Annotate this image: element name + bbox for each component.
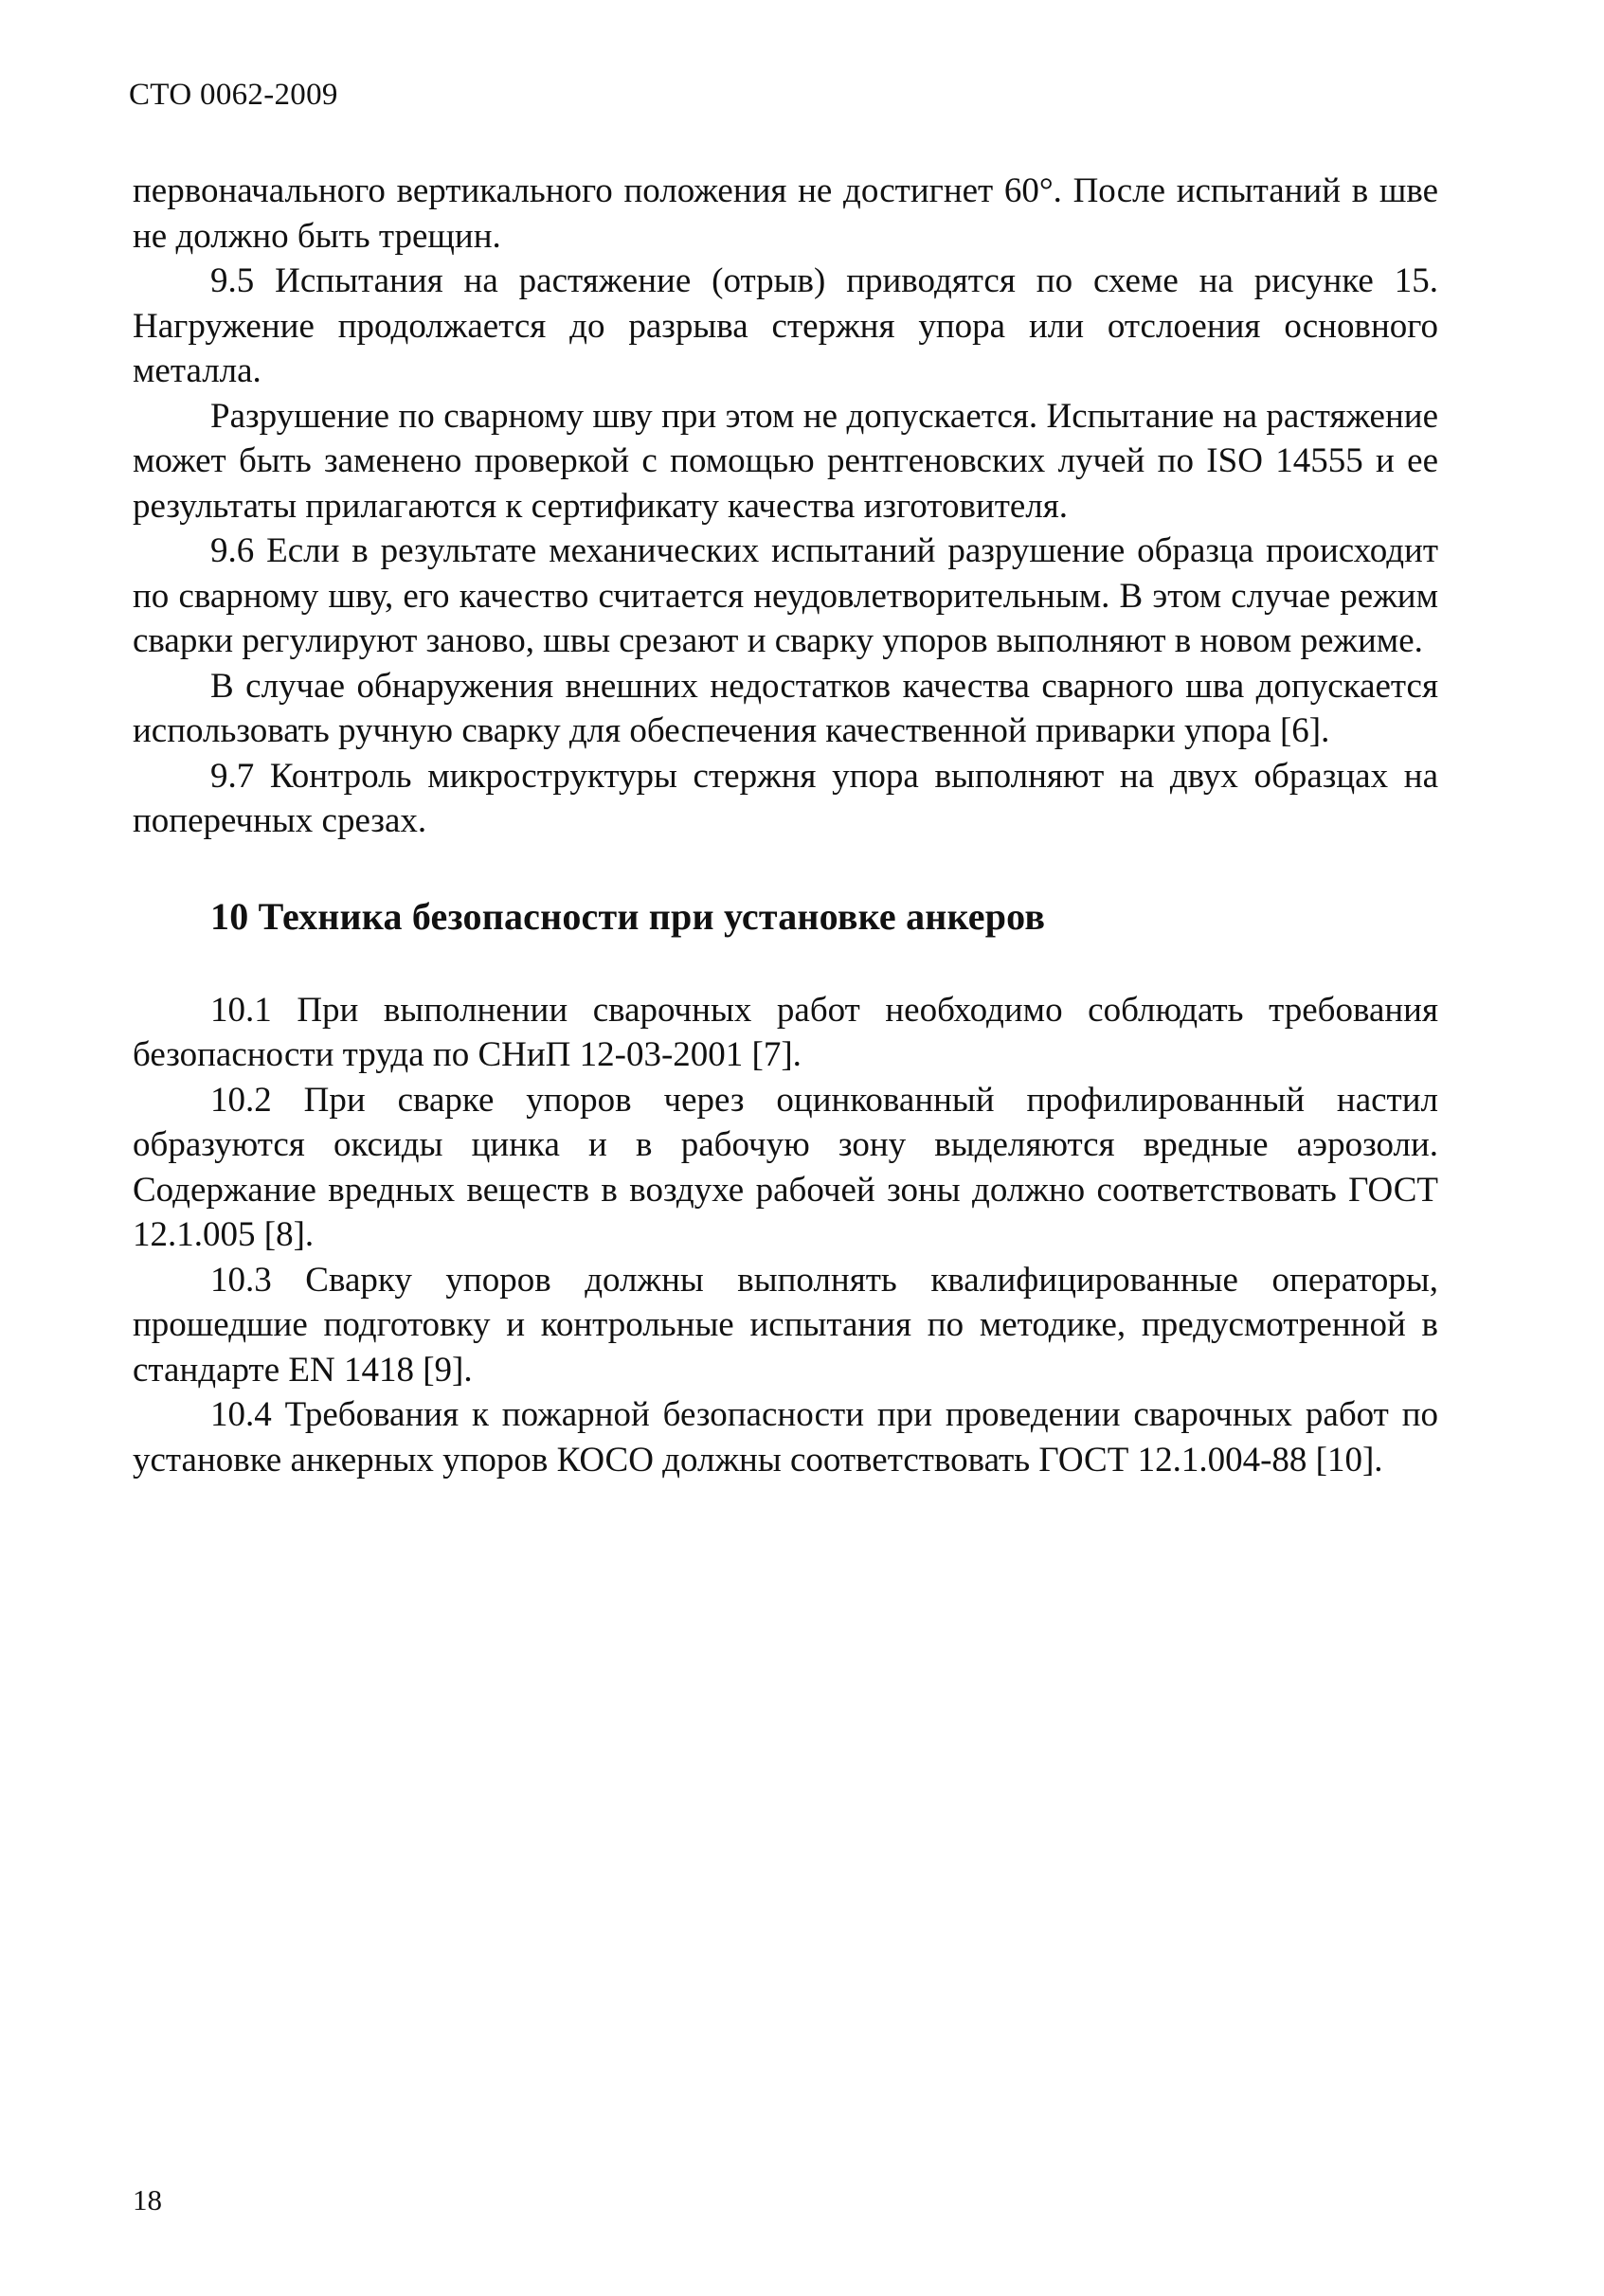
paragraph-manual-welding: В случае обнаружения внешних недостатков качества сварного шва допускается использовать ручную сварку для обеспечения качественной приварки упора [6].	[133, 666, 1438, 750]
document-body	[133, 169, 1438, 1482]
paragraph-10-2: 10.2 При сварке упоров через оцинкованный профилированный настил образуются оксиды цинка и в рабочую зону выделяются вредные аэрозоли. Содержание вредных веществ в воздухе рабочей зоны должно соответствовать ГОСТ 12.1.005 [8].	[133, 1080, 1438, 1254]
paragraph-9-7: 9.7 Контроль микроструктуры стержня упора выполняют на двух образцах на поперечных срезах.	[133, 756, 1438, 840]
paragraph-9-5: 9.5 Испытания на растяжение (отрыв) приводятся по схеме на рисунке 15. Нагружение продолжается до разрыва стержня упора или отслоения основного металла.	[133, 261, 1438, 390]
paragraph-continuation: первоначального вертикального положения не достигнет 60°. После испытаний в шве не должно быть трещин.	[133, 171, 1438, 256]
paragraph-9-6: 9.6 Если в результате механических испытаний разрушение образца происходит по сварному шву, его качество считается неудовлетворительным. В этом случае режим сварки регулируют заново, швы срезают и сварку упоров выполняют в новом режиме.	[133, 531, 1438, 660]
paragraph-10-4: 10.4 Требования к пожарной безопасности при проведении сварочных работ по установке анкерных упоров КОСО должны соответствовать ГОСТ 12.1.004-88 [10].	[133, 1395, 1438, 1480]
page-number: 18	[133, 2183, 162, 2216]
section-heading: 10 Техника безопасности при установке анкеров	[210, 894, 1046, 938]
paragraph-10-3: 10.3 Сварку упоров должны выполнять квалифицированные операторы, прошедшие подготовку и контрольные испытания по методике, предусмотренной в стандарте EN 1418 [9].	[133, 1260, 1438, 1390]
document-code: СТО 0062-2009	[129, 78, 338, 112]
paragraph-10-1: 10.1 При выполнении сварочных работ необходимо соблюдать требования безопасности труда по СНиП 12-03-2001 [7].	[133, 990, 1438, 1074]
paragraph-weld-failure: Разрушение по сварному шву при этом не допускается. Испытание на растяжение может быть заменено проверкой с помощью рентгеновских лучей по ISO 14555 и ее результаты прилагаются к сертификату качества изготовителя.	[133, 396, 1438, 526]
